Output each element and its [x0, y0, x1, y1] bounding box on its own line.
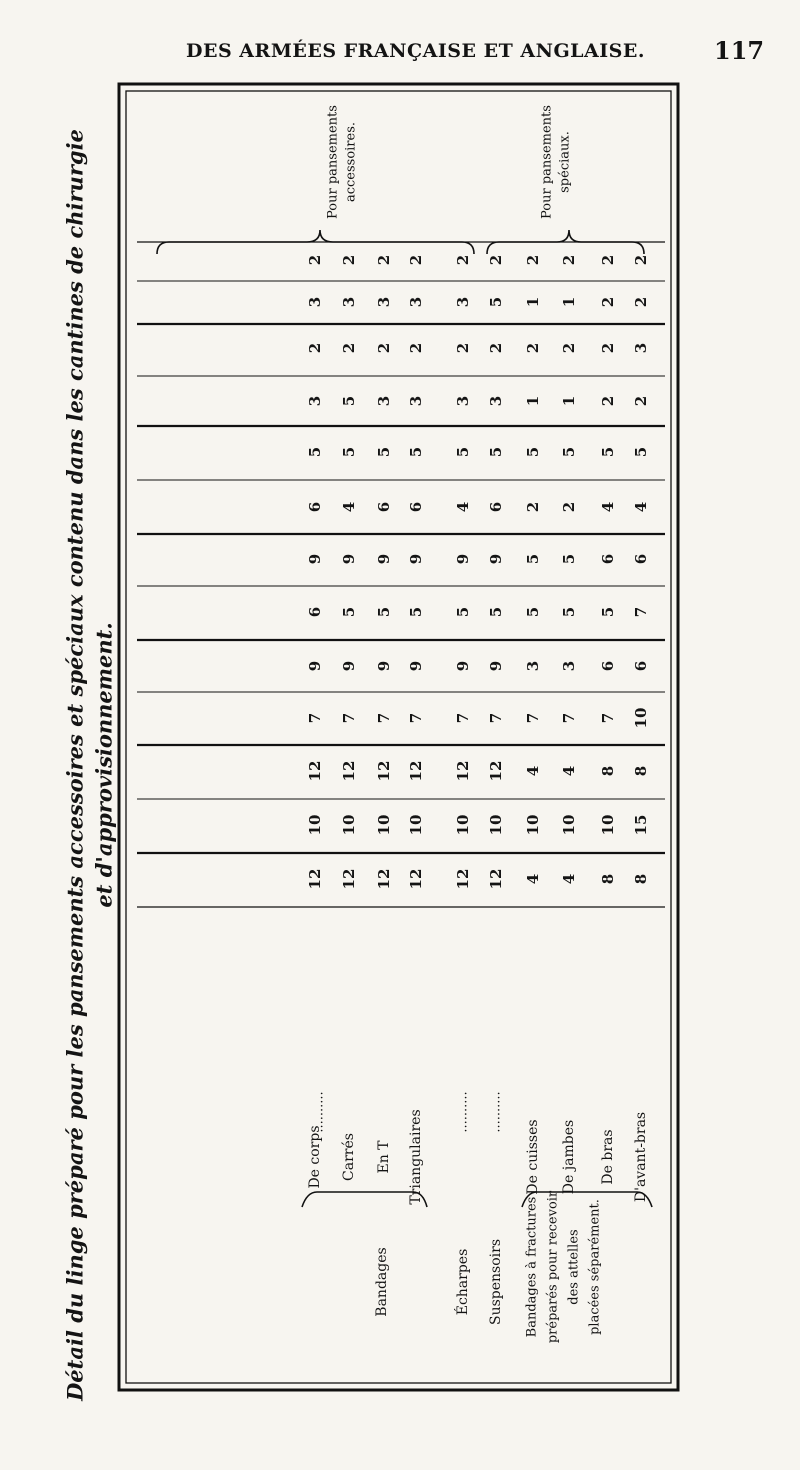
group-label-fractures: placées séparément.: [587, 1199, 603, 1335]
table-cell: 5: [454, 606, 472, 618]
table-cell: 8: [599, 873, 617, 885]
group-label-bandages: Bandages: [374, 1247, 390, 1317]
row-label: De jambes: [561, 1119, 577, 1195]
table-cell: 2: [599, 296, 617, 308]
row-label: Triangulaires: [408, 1109, 424, 1205]
row-dots: ..........: [455, 1091, 471, 1133]
table-cell: 5: [407, 606, 425, 618]
table-cell: 9: [407, 553, 425, 565]
col-group-accessoires: accessoires.: [343, 121, 359, 203]
linen-table: [117, 82, 680, 1392]
table-cell: 10: [560, 814, 578, 836]
table-cell: 5: [306, 446, 324, 458]
table-cell: 4: [560, 873, 578, 885]
table-cell: 5: [560, 446, 578, 458]
table-cell: 7: [599, 712, 617, 724]
table-cell: 2: [599, 254, 617, 266]
table-cell: 2: [599, 395, 617, 407]
table-cell: 10: [407, 814, 425, 836]
table-cell: 4: [524, 765, 542, 777]
table-cell: 2: [632, 296, 650, 308]
table-cell: 5: [560, 553, 578, 565]
table-cell: 3: [375, 296, 393, 308]
table-cell: 12: [454, 760, 472, 782]
table-cell: 2: [487, 342, 505, 354]
table-cell: 2: [560, 342, 578, 354]
table-cell: 3: [306, 296, 324, 308]
row-dots: ..........: [488, 1091, 504, 1133]
table-cell: 5: [340, 446, 358, 458]
table-cell: 2: [599, 342, 617, 354]
table-cell: 9: [375, 553, 393, 565]
table-cell: 2: [524, 501, 542, 513]
table-cell: 9: [340, 553, 358, 565]
table-cell: 2: [340, 254, 358, 266]
table-cell: 9: [487, 660, 505, 672]
table-cell: 7: [632, 606, 650, 618]
table-cell: 6: [407, 501, 425, 513]
table-cell: 2: [560, 254, 578, 266]
table-cell: 5: [375, 606, 393, 618]
table-cell: 2: [454, 342, 472, 354]
group-label-echarpes: Écharpes: [455, 1248, 471, 1316]
col-group-accessoires: Pour pansements: [325, 105, 341, 219]
table-inner-border: [126, 91, 671, 1383]
table-cell: 5: [487, 606, 505, 618]
col-group-speciaux: spéciaux.: [557, 131, 573, 193]
linen-table-svg: [117, 82, 680, 1392]
table-cell: 10: [599, 814, 617, 836]
table-cell: 2: [560, 501, 578, 513]
row-label: Carrés: [341, 1133, 357, 1181]
table-cell: 5: [524, 446, 542, 458]
table-cell: 6: [599, 553, 617, 565]
table-cell: 5: [524, 553, 542, 565]
table-cell: 12: [340, 760, 358, 782]
table-cell: 12: [487, 868, 505, 890]
table-cell: 5: [632, 446, 650, 458]
table-cell: 10: [340, 814, 358, 836]
row-label: De corps: [307, 1125, 323, 1189]
table-cell: 2: [340, 342, 358, 354]
table-cell: 9: [407, 660, 425, 672]
row-label: De bras: [600, 1129, 616, 1185]
table-cell: 3: [560, 660, 578, 672]
table-cell: 2: [306, 342, 324, 354]
table-title-line1: Détail du linge préparé pour les pansements accessoires et spéciaux contenu dans les cantines de chirurgie: [62, 129, 88, 1401]
table-cell: 7: [454, 712, 472, 724]
table-cell: 6: [599, 660, 617, 672]
table-cell: 5: [524, 606, 542, 618]
table-cell: 4: [632, 501, 650, 513]
table-cell: 3: [375, 395, 393, 407]
table-cell: 6: [306, 501, 324, 513]
table-cell: 4: [454, 501, 472, 513]
table-cell: 2: [375, 254, 393, 266]
table-cell: 3: [407, 296, 425, 308]
table-cell: 6: [632, 660, 650, 672]
table-cell: 7: [306, 712, 324, 724]
table-cell: 8: [632, 873, 650, 885]
table-cell: 3: [454, 296, 472, 308]
table-cell: 10: [375, 814, 393, 836]
table-cell: 12: [340, 868, 358, 890]
table-cell: 4: [560, 765, 578, 777]
table-cell: 7: [407, 712, 425, 724]
table-cell: 10: [454, 814, 472, 836]
table-cell: 6: [487, 501, 505, 513]
table-cell: 12: [306, 760, 324, 782]
table-cell: 1: [560, 395, 578, 407]
table-cell: 6: [306, 606, 324, 618]
table-cell: 2: [454, 254, 472, 266]
running-head: [0, 34, 800, 74]
table-cell: 12: [375, 868, 393, 890]
table-cell: 8: [632, 765, 650, 777]
table-cell: 4: [524, 873, 542, 885]
table-cell: 2: [407, 254, 425, 266]
table-outer-border: [119, 84, 678, 1390]
table-cell: 9: [487, 553, 505, 565]
table-cell: 6: [632, 553, 650, 565]
row-label: En T: [376, 1140, 392, 1174]
table-cell: 5: [599, 606, 617, 618]
table-cell: 3: [454, 395, 472, 407]
table-cell: 5: [340, 606, 358, 618]
table-cell: 10: [306, 814, 324, 836]
table-cell: 8: [599, 765, 617, 777]
table-cell: 3: [632, 342, 650, 354]
table-cell: 9: [340, 660, 358, 672]
table-cell: 5: [487, 446, 505, 458]
row-label: De cuisses: [525, 1119, 541, 1195]
table-cell: 7: [375, 712, 393, 724]
table-cell: 1: [524, 395, 542, 407]
table-cell: 9: [306, 660, 324, 672]
table-cell: 4: [599, 501, 617, 513]
table-cell: 15: [632, 814, 650, 836]
table-cell: 5: [487, 296, 505, 308]
table-cell: 5: [560, 606, 578, 618]
table-cell: 2: [407, 342, 425, 354]
table-cell: 7: [487, 712, 505, 724]
table-cell: 12: [407, 868, 425, 890]
table-cell: 2: [524, 254, 542, 266]
table-cell: 3: [340, 296, 358, 308]
table-cell: 5: [599, 446, 617, 458]
table-cell: 2: [632, 395, 650, 407]
running-title: DES ARMÉES FRANÇAISE ET ANGLAISE.: [186, 40, 645, 62]
table-cell: 4: [340, 501, 358, 513]
table-cell: 12: [454, 868, 472, 890]
table-cell: 5: [407, 446, 425, 458]
group-label-fractures: préparés pour recevoir: [545, 1190, 561, 1344]
table-cell: 6: [375, 501, 393, 513]
group-label-fractures: Bandages à fractures: [524, 1196, 540, 1338]
table-cell: 12: [487, 760, 505, 782]
table-cell: 10: [487, 814, 505, 836]
table-cell: 7: [560, 712, 578, 724]
table-cell: 9: [454, 660, 472, 672]
table-cell: 9: [375, 660, 393, 672]
table-cell: 9: [306, 553, 324, 565]
group-label-suspensoirs: Suspensoirs: [488, 1238, 504, 1326]
table-cell: 12: [375, 760, 393, 782]
table-cell: 1: [560, 296, 578, 308]
table-cell: 3: [306, 395, 324, 407]
table-cell: 10: [632, 707, 650, 729]
table-cell: 7: [524, 712, 542, 724]
table-cell: 3: [407, 395, 425, 407]
table-cell: 7: [340, 712, 358, 724]
row-dots: ..........: [311, 1091, 327, 1133]
row-label: D'avant-bras: [633, 1111, 649, 1203]
col-group-speciaux: Pour pansements: [539, 105, 555, 219]
table-cell: 9: [454, 553, 472, 565]
table-title-line2: et d'approvisionnement.: [91, 622, 117, 908]
table-cell: 5: [454, 446, 472, 458]
table-cell: 2: [487, 254, 505, 266]
table-cell: 1: [524, 296, 542, 308]
table-cell: 2: [524, 342, 542, 354]
page-number: 117: [714, 36, 765, 65]
table-cell: 12: [407, 760, 425, 782]
table-cell: 3: [524, 660, 542, 672]
table-cell: 2: [306, 254, 324, 266]
table-cell: 2: [632, 254, 650, 266]
group-label-fractures: des attelles: [566, 1229, 582, 1305]
table-cell: 3: [487, 395, 505, 407]
table-cell: 10: [524, 814, 542, 836]
table-cell: 2: [375, 342, 393, 354]
table-cell: 12: [306, 868, 324, 890]
table-cell: 5: [340, 395, 358, 407]
table-cell: 5: [375, 446, 393, 458]
